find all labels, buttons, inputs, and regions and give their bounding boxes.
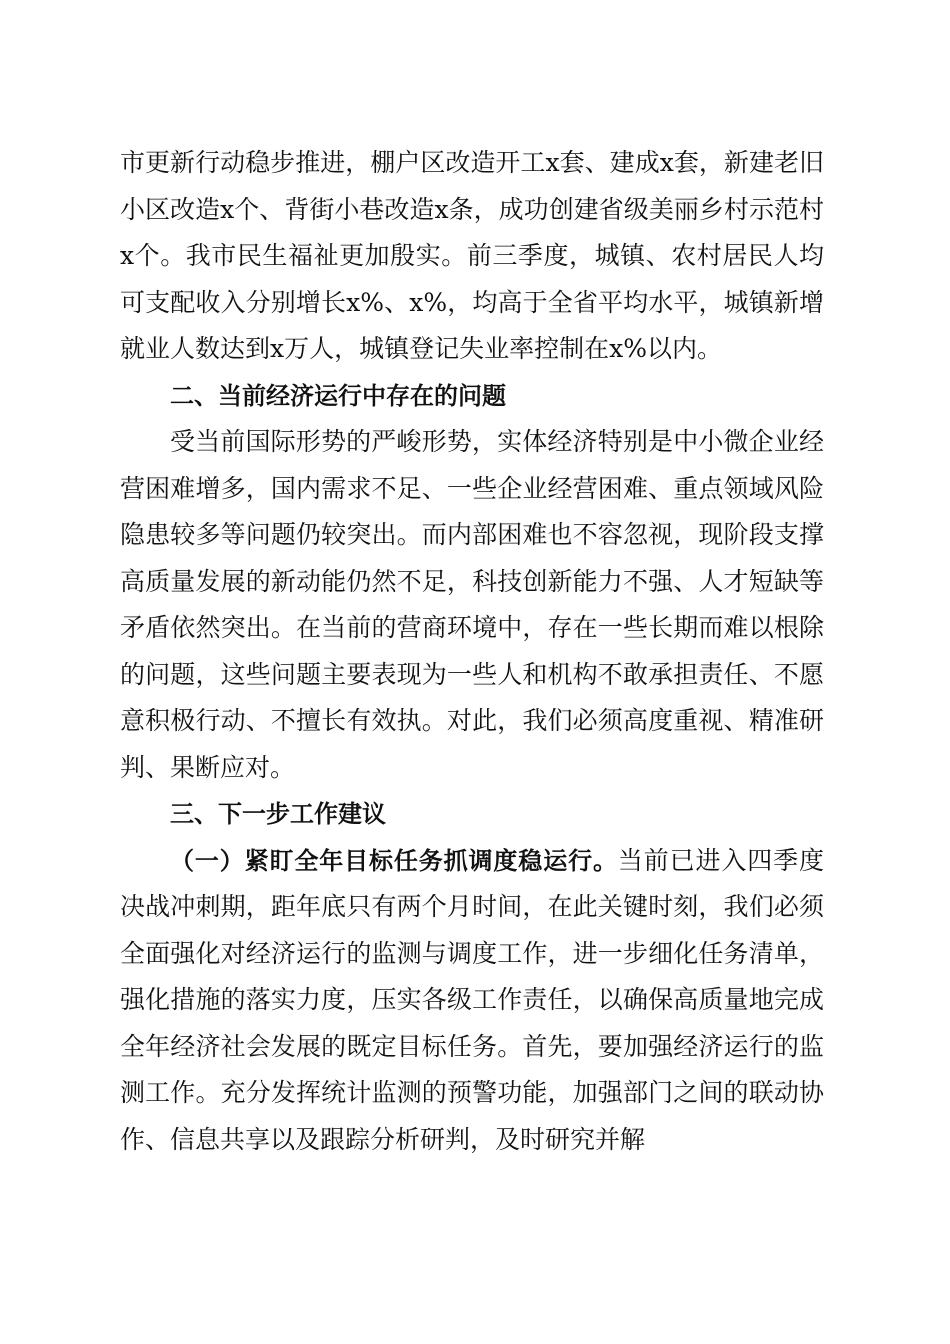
document-body bbox=[120, 140, 824, 1163]
paragraph-problems: 受当前国际形势的严峻形势，实体经济特别是中小微企业经营困难增多，国内需求不足、一些企业经营困难、重点领域风险隐患较多等问题仍较突出。而内部困难也不容忽视，现阶段支撑高质量发展的新动能仍然不足，科技创新能力不强、人才短缺等矛盾依然突出。在当前的营商环境中，存在一些长期而难以根除的问题，这些问题主要表现为一些人和机构不敢承担责任、不愿意积极行动、不擅长有效执。对此，我们必须高度重视、精准研判、果断应对。 bbox=[120, 427, 824, 782]
paragraph-urban-renewal: 市更新行动稳步推进，棚户区改造开工x套、建成x套，新建老旧小区改造x个、背街小巷改造x条，成功创建省级美丽乡村示范村x个。我市民生福祉更加殷实。前三季度，城镇、农村居民人均可支配收入分别增长x%、x%，均高于全省平均水平，城镇新增就业人数达到x万人，城镇登记失业率控制在x%以内。 bbox=[120, 148, 824, 363]
subsection-heading-one: （一）紧盯全年目标任务抓调度稳运行。 bbox=[170, 846, 618, 875]
section-heading-problems: 二、当前经济运行中存在的问题 bbox=[170, 381, 506, 410]
section-heading-suggestions: 三、下一步工作建议 bbox=[170, 800, 386, 828]
paragraph-suggestion-one-body: 当前已进入四季度决战冲刺期，距年底只有两个月时间，在此关键时刻，我们必须全面强化对经济运行的监测与调度工作，进一步细化任务清单，强化措施的落实力度，压实各级工作责任，以确保高质量地完成全年经济社会发展的既定目标任务。首先，要加强经济运行的监测工作。充分发挥统计监测的预警功能，加强部门之间的联动协作、信息共享以及跟踪分析研判，及时研究并解 bbox=[120, 845, 824, 1154]
paragraph-suggestion-one bbox=[120, 838, 824, 1164]
